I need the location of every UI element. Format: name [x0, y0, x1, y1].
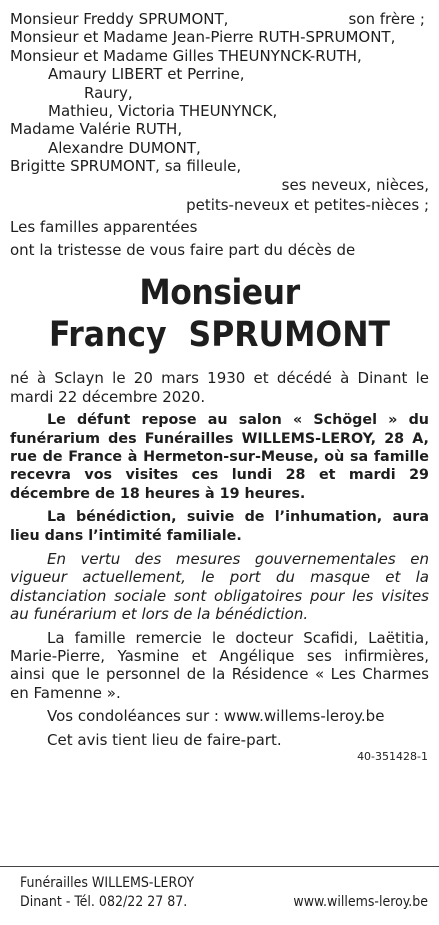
family-line: Monsieur et Madame Jean-Pierre RUTH-SPRUMONT, [10, 28, 396, 47]
brother-relation: son frère ; [348, 10, 425, 28]
benediction-text: La bénédiction, suivie de l’inhumation, aura lieu dans l’intimité familiale. [10, 509, 429, 544]
deceased-name: Francy SPRUMONT [48, 315, 391, 356]
footer-website: www.willems-leroy.be [293, 894, 428, 910]
family-line-nephews: ses neveux, nièces, [281, 175, 429, 194]
repose-text: Le défunt repose au salon « Schögel » du funérarium des Funérailles WILLEMS-LEROY, 28 A, rue de France à Hermeton-sur-Meuse, où sa famille recevra vos visites ces lundi 28 et mardi 29 décembre de 18 heures à 19 heures. [10, 412, 429, 502]
family-line-grand-nephews: petits-neveux et petites-nièces ; [186, 196, 429, 215]
footer [0, 874, 439, 912]
covid-measures-text: En vertu des mesures gouvernementales en vigueur actuellement, le port du masque et la distanciation sociale sont obligatoires pour les visites au funérarium et lors de la bénédiction. [10, 549, 429, 624]
condolences-text: Vos condoléances sur : www.willems-leroy.be [47, 707, 385, 726]
family-line: Madame Valérie RUTH, [10, 120, 183, 139]
family-line-relatives: Les familles apparentées [10, 218, 198, 237]
notice-text: Cet avis tient lieu de faire-part. [47, 730, 282, 749]
thanks-text: La famille remercie le docteur Scafidi, Laëtitia, Marie-Pierre, Yasmine et Angélique ses infirmières, ainsi que le personnel de la Résidence « Les Charmes en Famenne ». [10, 628, 429, 702]
family-list [10, 10, 429, 259]
footer-phone: Dinant - Tél. 082/22 27 87. [20, 894, 188, 910]
footer-company: Funérailles WILLEMS-LEROY [20, 875, 195, 891]
family-line: Alexandre DUMONT, [48, 138, 201, 157]
family-line: Mathieu, Victoria THEUNYNCK, [48, 102, 278, 121]
announcement-intro: ont la tristesse de vous faire part du décès de [10, 240, 356, 259]
brother-name: Monsieur Freddy SPRUMONT, [10, 10, 229, 28]
family-line: Amaury LIBERT et Perrine, [48, 65, 245, 84]
family-line: Brigitte SPRUMONT, sa filleule, [10, 157, 242, 176]
footer-contact-row [20, 893, 428, 912]
deceased-heading [10, 272, 429, 356]
family-line-brother [10, 10, 429, 28]
reference-number: 40-351428-1 [357, 750, 428, 763]
footer-divider [0, 866, 439, 867]
family-line: Monsieur et Madame Gilles THEUNYNCK-RUTH, [10, 46, 362, 65]
deceased-title: Monsieur [139, 273, 300, 314]
birth-death-text: né à Sclayn le 20 mars 1930 et décédé à Dinant le mardi 22 décembre 2020. [10, 369, 429, 406]
family-line: Raury, [84, 83, 133, 102]
